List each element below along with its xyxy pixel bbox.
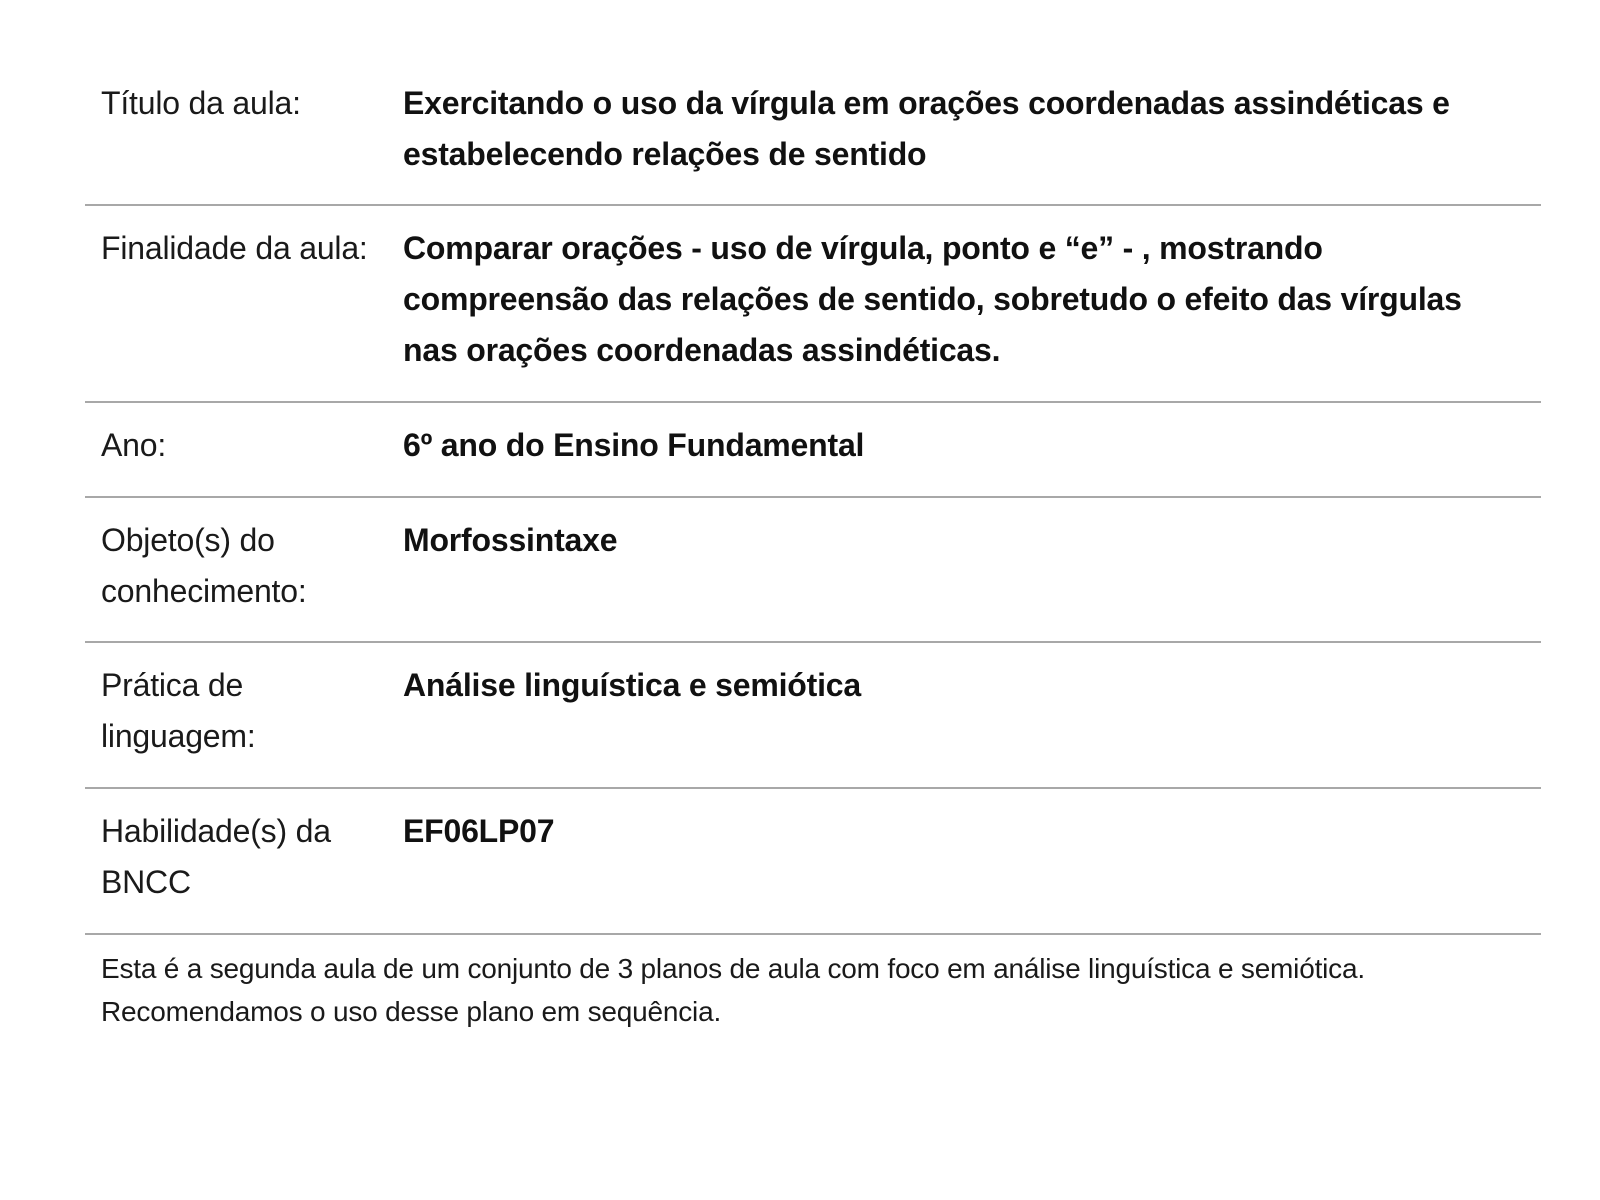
lesson-title-value: Exercitando o uso da vírgula em orações coordenadas assindéticas e estabelecendo relações de sentido [403, 85, 1450, 172]
language-practice-value: Análise linguística e semiótica [403, 667, 861, 703]
lesson-purpose-value: Comparar orações - uso de vírgula, ponto e “e” - , mostrando compreensão das relações de sentido, sobretudo o efeito das vírgulas nas orações coordenadas assindéticas. [403, 230, 1462, 368]
row-language-practice [85, 643, 1541, 789]
school-year-value: 6º ano do Ensino Fundamental [403, 427, 865, 463]
bncc-skills-label: Habilidade(s) da BNCC [101, 813, 331, 900]
row-school-year [85, 403, 1541, 498]
row-knowledge-objects [85, 498, 1541, 643]
sequence-note: Esta é a segunda aula de um conjunto de 3 planos de aula com foco em análise linguística e semiótica. Recomendamos o uso desse plano em sequência. [101, 953, 1365, 1027]
lesson-info-table [85, 72, 1541, 1033]
knowledge-objects-label: Objeto(s) do conhecimento: [101, 522, 307, 609]
row-bncc-skills [85, 789, 1541, 935]
language-practice-label: Prática de linguagem: [101, 667, 256, 754]
lesson-purpose-label: Finalidade da aula: [101, 230, 368, 266]
school-year-label: Ano: [101, 427, 167, 463]
lesson-title-label: Título da aula: [101, 85, 301, 121]
row-lesson-title [85, 72, 1541, 206]
bncc-skills-value: EF06LP07 [403, 813, 555, 849]
row-lesson-purpose [85, 206, 1541, 403]
knowledge-objects-value: Morfossintaxe [403, 522, 618, 558]
